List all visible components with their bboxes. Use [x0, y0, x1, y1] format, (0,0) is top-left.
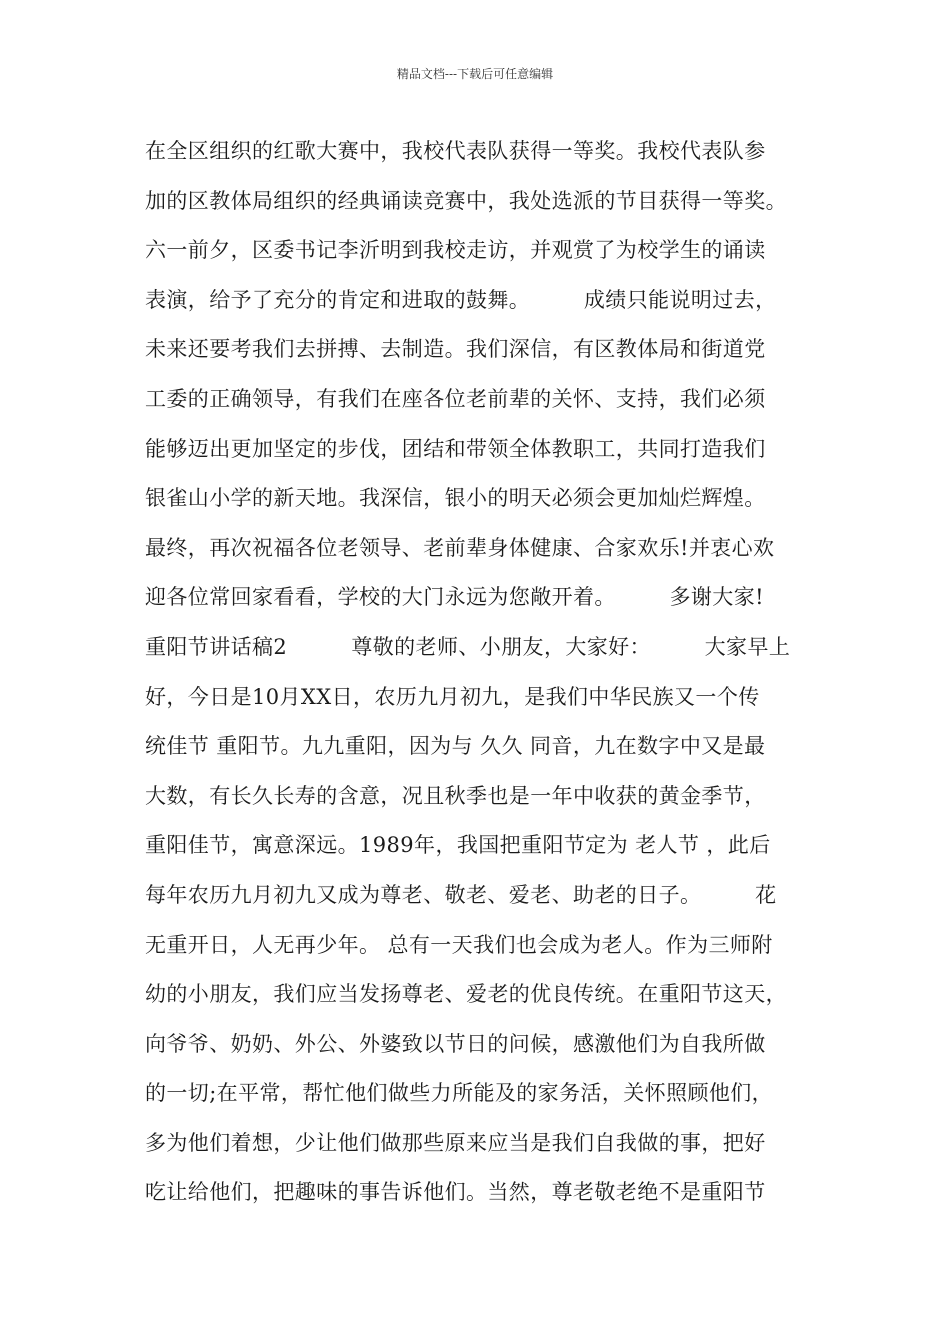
text-line: 统佳节 重阳节。九九重阳，因为与 久久 同音，九在数字中又是最: [145, 734, 766, 759]
text-line: 六一前夕，区委书记李沂明到我校走访，并观赏了为校学生的诵读: [145, 238, 766, 263]
text-line: 无重开日，人无再少年。 总有一天我们也会成为老人。作为三师附: [145, 932, 773, 957]
text-line: 每年农历九月初九又成为尊老、敬老、爱老、助老的日子。 花: [145, 882, 777, 907]
document-body: [145, 131, 825, 1222]
text-line: 迎各位常回家看看，学校的大门永远为您敞开着。 多谢大家!: [145, 585, 764, 610]
text-line: 最终，再次祝福各位老领导、老前辈身体健康、合家欢乐!并衷心欢: [145, 535, 775, 560]
text-line: 表演，给予了充分的肯定和进取的鼓舞。 成绩只能说明过去，: [145, 287, 777, 312]
text-line: 吃让给他们，把趣味的事告诉他们。当然，尊老敬老绝不是重阳节: [145, 1180, 766, 1205]
text-line: 的一切;在平常，帮忙他们做些力所能及的家务活，关怀照顾他们，: [145, 1081, 774, 1106]
text-line: 重阳佳节，寓意深远。1989年，我国把重阳节定为 老人节 ，此后: [145, 833, 771, 858]
text-line: 加的区教体局组织的经典诵读竞赛中，我处选派的节目获得一等奖。: [145, 188, 787, 213]
text-line: 银雀山小学的新天地。我深信，银小的明天必须会更加灿烂辉煌。: [145, 486, 766, 511]
text-line: 幼的小朋友，我们应当发扬尊老、爱老的优良传统。在重阳节这天，: [145, 982, 787, 1007]
text-line: 多为他们着想，少让他们做那些原来应当是我们自我做的事，把好: [145, 1130, 766, 1155]
text-line: 向爷爷、奶奶、外公、外婆致以节日的问候，感激他们为自我所做: [145, 1031, 766, 1056]
text-line: 工委的正确领导，有我们在座各位老前辈的关怀、支持，我们必须: [145, 386, 766, 411]
text-line: 在全区组织的红歌大赛中，我校代表队获得一等奖。我校代表队参: [145, 139, 766, 163]
text-line: 大数，有长久长寿的含意，况且秋季也是一年中收获的黄金季节，: [145, 783, 766, 808]
text-line: 重阳节讲话稿2 尊敬的老师、小朋友，大家好： 大家早上: [145, 634, 791, 659]
text-line: 未来还要考我们去拼搏、去制造。我们深信，有区教体局和街道党: [145, 337, 766, 362]
text-line: 好，今日是10月XX日，农历九月初九，是我们中华民族又一个传: [145, 684, 760, 709]
page-header: 精品文档---下载后可任意编辑: [396, 67, 554, 81]
text-line: 能够迈出更加坚定的步伐，团结和带领全体教职工，共同打造我们: [145, 436, 766, 461]
